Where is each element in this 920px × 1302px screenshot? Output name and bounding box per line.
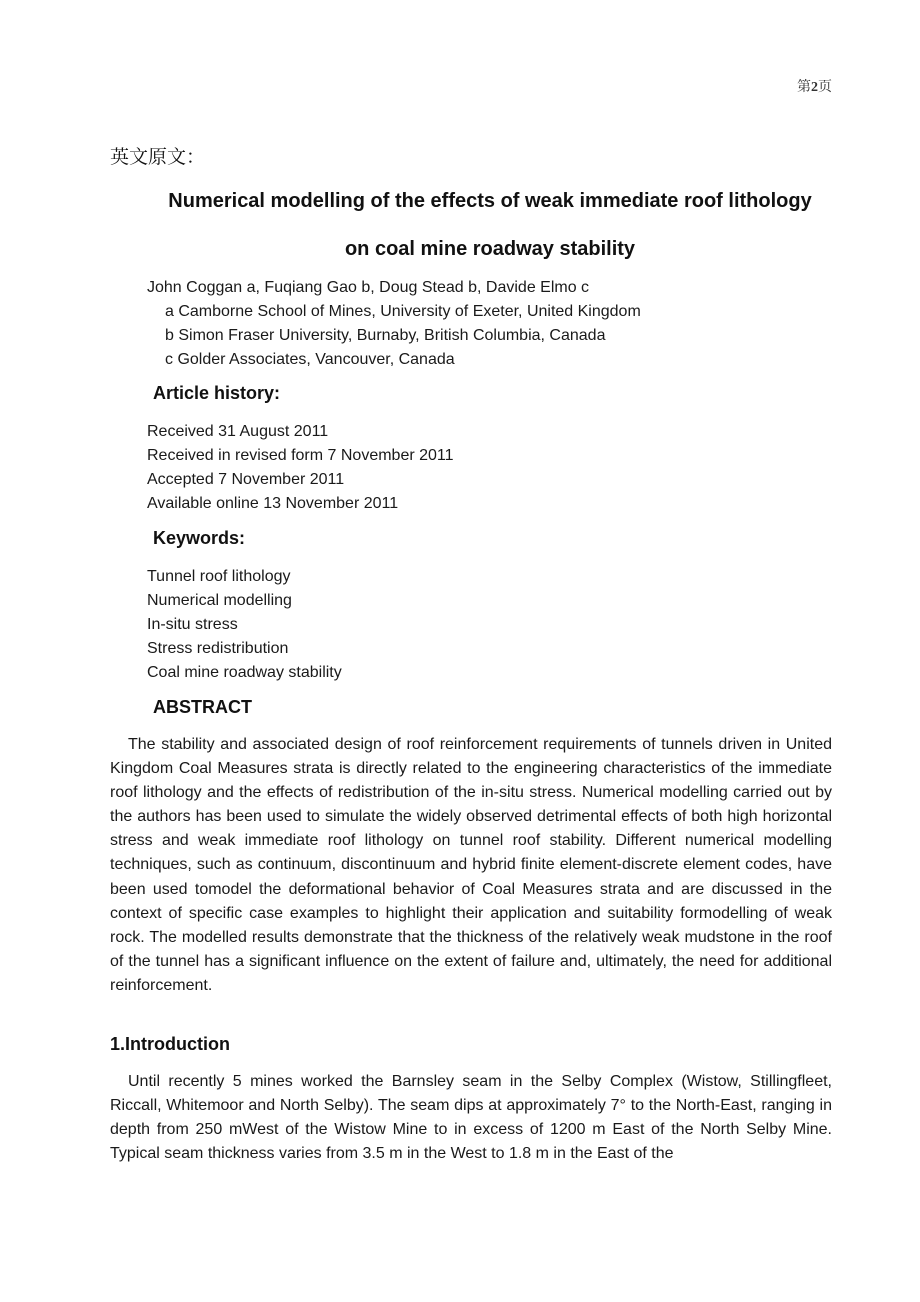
page-number [797, 76, 832, 96]
page-number-value: 2 [811, 80, 818, 95]
history-item: Received in revised form 7 November 2011 [147, 447, 454, 464]
history-item: Available online 13 November 2011 [147, 495, 399, 512]
affiliation-a: a Camborne School of Mines, University of Exeter, United Kingdom [165, 303, 641, 320]
keyword-item: In-situ stress [147, 616, 238, 633]
keywords-heading: Keywords: [153, 528, 246, 548]
introduction-text: Until recently 5 mines worked the Barnsley seam in the Selby Complex (Wistow, Stillingfleet, Riccall, Whitemoor and North Selby). The seam dips at approximately 7° to the North-East, ranging in depth from 250 mWest of the Wistow Mine to in excess of 1200 m East of the North Selby Mine. Typical seam thickness varies from 3.5 m in the West to 1.8 m in the East of the [110, 1073, 832, 1163]
affiliation-b: b Simon Fraser University, Burnaby, British Columbia, Canada [165, 327, 606, 344]
page-number-suffix: 页 [818, 80, 832, 95]
keyword-item: Numerical modelling [147, 592, 292, 609]
keyword-item: Coal mine roadway stability [147, 664, 342, 681]
history-item: Received 31 August 2011 [147, 423, 329, 440]
article-history-list [147, 420, 454, 516]
paper-title-line-1: Numerical modelling of the effects of weak immediate roof lithology [168, 190, 812, 212]
section-label: 英文原文： [110, 147, 206, 168]
introduction-heading: 1.Introduction [110, 1034, 230, 1054]
history-item: Accepted 7 November 2011 [147, 471, 345, 488]
paper-title-line-2: on coal mine roadway stability [344, 238, 636, 260]
author-names: John Coggan a, Fuqiang Gao b, Doug Stead b, Davide Elmo c [147, 279, 590, 296]
affiliation-c: c Golder Associates, Vancouver, Canada [165, 351, 455, 368]
page-number-prefix: 第 [797, 80, 811, 95]
abstract-text: The stability and associated design of roof reinforcement requirements of tunnels driven in United Kingdom Coal Measures strata is directly related to the engineering characteristics of the immediate roof lithology and the effects of redistribution of the in-situ stress. Numerical modelling carried out by the authors has been used to simulate the widely observed detrimental effects of both high horizontal stress and weak immediate roof lithology on tunnel roof stability. Different numerical modelling techniques, such as continuum, discontinuum and hybrid finite element-discrete element codes, have been used tomodel the deformational behavior of Coal Measures strata and are discussed in the context of specific case examples to highlight their application and suitability formodelling of weak rock. The modelled results demonstrate that the thickness of the relatively weak mudstone in the roof of the tunnel has a significant influence on the extent of failure and, ultimately, the need for additional reinforcement. [110, 736, 832, 994]
keyword-item: Stress redistribution [147, 640, 289, 657]
abstract-heading: ABSTRACT [153, 697, 252, 717]
keyword-item: Tunnel roof lithology [147, 568, 291, 585]
author-block [147, 276, 641, 372]
article-history-heading: Article history: [153, 383, 281, 403]
keywords-list [147, 565, 342, 685]
